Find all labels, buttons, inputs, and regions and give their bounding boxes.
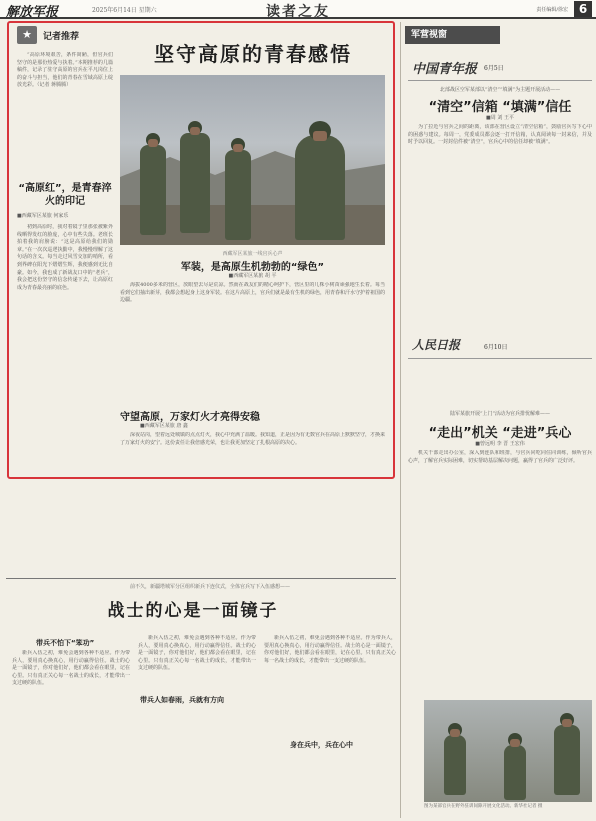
editor-credit: 责任编辑/徐宏 [536, 7, 568, 13]
newspaper-logo: 解放军报 [6, 5, 59, 20]
bottom-sub3: 身在兵中，兵在心中 [290, 741, 353, 749]
item1-date: 6月5日 [484, 65, 504, 72]
item1-masthead: 中国青年报 [412, 62, 478, 77]
section-tab: 军营视窗 [405, 26, 500, 44]
bottom-sub2: 带兵人如春雨，兵就有方向 [140, 696, 224, 704]
bottom-headline: 战士的心是一面镜子 [107, 601, 279, 621]
star-icon: ★ [17, 26, 37, 44]
item1-byline: ■周 刘 王平 [486, 115, 514, 121]
bottom-body-col2: 新兵入伍之初，难免会遇到各种不适应。作为带兵人，要用真心换真心，用行动赢得信任。战士的心是一面镜子，你对他们好，他们都会看在眼里，记在心里。只有真正关心每一名战士的成长，才能带出一支过硬的队伍。 [138, 635, 256, 672]
photo-caption: 图为某部官兵在野外驻训间隙开展文化活动。新华社记者 摄 [424, 804, 543, 809]
article3-body: 深夜站岗，望着远处城镇的点点灯火，我心中充满了温暖。我知道，正是因为有无数官兵在高原上默默坚守，才换来了万家灯火的安宁。这份责任让我倍感光荣，也让我更加坚定了扎根高原的决心。 [120, 432, 385, 446]
item2-masthead: 人民日报 [412, 338, 461, 352]
bottom-body-col3: 新兵入伍之初，难免会遇到各种不适应。作为带兵人，要用真心换真心，用行动赢得信任。战士的心是一面镜子，你对他们好，他们都会看在眼里，记在心里。只有真正关心每一名战士的成长，才能带出一支过硬的队伍。 [264, 635, 396, 664]
item2-body: 机关干部走出办公室，深入到连队和班排，与官兵同吃同住同训练，倾听官兵心声，了解官兵实际困难，切实帮助基层解决问题，赢得了官兵的广泛好评。 [408, 450, 592, 464]
item2-title: “走出”机关 “走进”兵心 [428, 426, 572, 441]
bottom-body-col1: 新兵入伍之初，难免会遇到各种不适应。作为带兵人，要用真心换真心，用行动赢得信任。战士的心是一面镜子，你对他们好，他们都会看在眼里，记在心里。只有真正关心每一名战士的成长，才能带出一支过硬的队伍。 [12, 650, 130, 687]
article1-byline: ■西藏军区某旅 何家乐 [17, 213, 69, 219]
bottom-sub1: 带兵不怕下“笨功” [36, 639, 95, 647]
item2-date: 6月10日 [484, 344, 508, 351]
article2-byline: ■西藏军区某旅 胡 平 [228, 273, 277, 279]
item1-kicker: 北部战区空军某部以“清空”“填满”为主题开展活动—— [439, 87, 561, 93]
article2-kicker: 西藏军区某旅一线官兵心声 [222, 251, 283, 257]
page-header [0, 0, 596, 19]
article1-body: 初到高原时，我对着镜子里那张被紫外线晒得发红的脸庞，心中有些失落。老班长拍着我的肩膀说：“这是高原给我们的勋章。”在一次次巡逻执勤中，我慢慢理解了这句话的含义。每当走过风雪交加的哨所，看到界碑在阳光下熠熠生辉，我便感到无比自豪。如今，我也成了新战友口中的“老兵”，我会把这份坚守的信念传递下去，让高原红成为青春最亮丽的底色。 [17, 224, 113, 291]
main-headline: 坚守高原的青春感悟 [154, 42, 352, 66]
item2-kicker: 陆军某旅开展“上门”活动为官兵排忧解难—— [449, 411, 551, 417]
article3-title: 守望高原，万家灯火才亮得安稳 [120, 412, 260, 423]
section-title: 读者之友 [266, 4, 330, 20]
recommend-block [17, 26, 117, 48]
activity-photo [424, 700, 592, 802]
issue-date: 2025年6月14日 星期六 [92, 7, 157, 14]
bottom-kicker: 前不久，新疆塔城军分区组织新兵下连仪式，全体官兵写下入伍感想—— [129, 584, 290, 590]
article2-body: 海拔4000多米的营区，放眼望去尽是荒凉。然而在战友们的精心呵护下，营区里的几株小树苗顽强地生长着。每当看到它们抽出新芽，我都会想起身上这身军装。在这片高原上，官兵们就是最有生机的绿色，用青春和汗水守护着祖国的边疆。 [120, 282, 385, 304]
soldiers-photo [120, 75, 385, 245]
article1-title: “高原红”，是青春淬火的印记 [18, 183, 112, 207]
recommend-label: 记者推荐 [43, 32, 80, 42]
item2-byline: ■曾远明 李 晋 王宏伟 [475, 441, 525, 447]
page-number: 6 [574, 1, 592, 17]
article3-byline: ■西藏军区某旅 唐 鑫 [140, 423, 188, 429]
item1-body: 为了拉近与官兵之间的距离，该部在营区设立“清空信箱”，鼓励官兵写下心中的困惑与建议。每周一，党委成员都会逐一打开信箱，认真阅读每一封来信，并及时予以回复。一封封信件被“清空”，官兵心中的信任却被“填满”。 [408, 124, 592, 146]
item1-title: “清空”信箱 “填满”信任 [428, 100, 572, 115]
article2-title: 军装，是高原生机勃勃的“绿色” [180, 262, 325, 273]
intro-text: “高原环境艰苦，条件简陋，但官兵们坚守的是那份热爱与执着。”本期推荐的几篇稿件，记录了驻守高原的官兵在平凡岗位上的奋斗与担当，他们的青春在雪域高原上绽放光彩。（记者 蒋腾腾） [17, 52, 113, 89]
